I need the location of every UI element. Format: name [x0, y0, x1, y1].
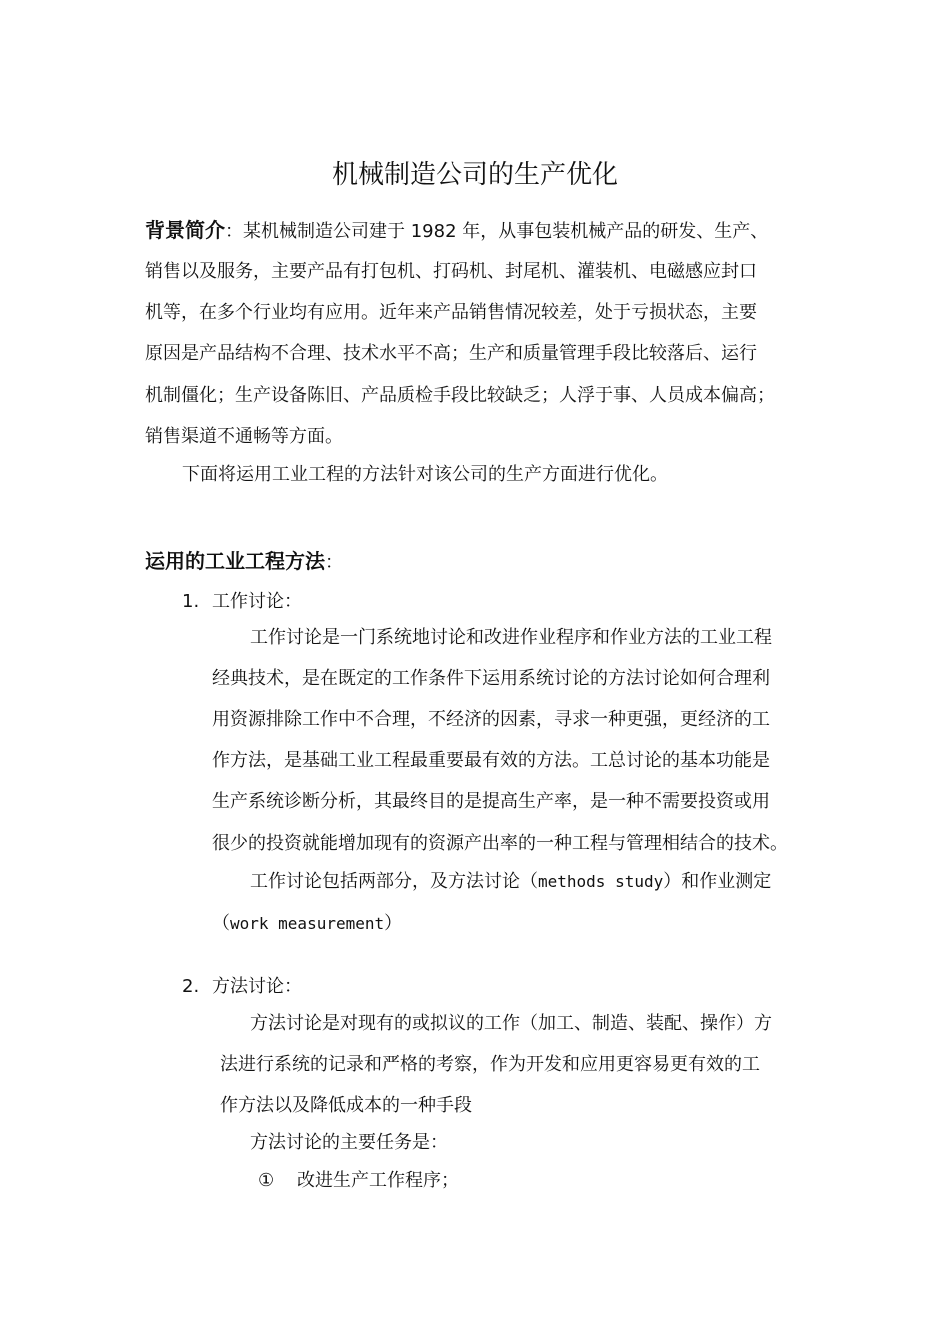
item1-para2-close: ）	[384, 913, 403, 934]
background-line: 原因是产品结构不合理、技术水平不高；生产和质量管理手段比较落后、运行	[145, 343, 757, 364]
methods-colon: ：	[325, 552, 343, 573]
background-colon: ：	[225, 221, 243, 242]
task1-text: 改进生产工作程序；	[297, 1170, 459, 1191]
intro-paragraph: 下面将运用工业工程的方法针对该公司的生产方面进行优化。	[182, 464, 668, 485]
item1-para-line: 生产系统诊断分析，其最终目的是提高生产率，是一种不需要投资或用	[212, 791, 770, 812]
methods-study-term: methods study	[538, 872, 664, 891]
background-heading: 背景简介	[145, 218, 225, 242]
item1-para-line: 作方法，是基础工业工程最重要最有效的方法。工总讨论的基本功能是	[212, 750, 770, 771]
item2-para-line: 作方法以及降低成本的一种手段	[220, 1095, 472, 1116]
background-line: 销售以及服务，主要产品有打包机、打码机、封尾机、灌装机、电磁感应封口	[145, 261, 757, 282]
methods-heading-line	[145, 549, 343, 575]
background-first-line	[145, 218, 768, 244]
item2-number: 2.	[182, 976, 200, 997]
tasks-intro: 方法讨论的主要任务是：	[250, 1132, 448, 1153]
item2-para-line: 方法讨论是对现有的或拟议的工作（加工、制造、装配、操作）方	[250, 1013, 772, 1034]
item1-para-line: 很少的投资就能增加现有的资源产出率的一种工程与管理相结合的技术。	[212, 833, 788, 854]
work-measurement-term: work measurement	[230, 914, 385, 933]
item1-label: 工作讨论：	[212, 591, 302, 612]
item1-para-line: 用资源排除工作中不合理，不经济的因素，寻求一种更强，更经济的工	[212, 709, 770, 730]
item1-para-line: 经典技术，是在既定的工作条件下运用系统讨论的方法讨论如何合理利	[212, 668, 770, 689]
item1-para2-start: 工作讨论包括两部分，及方法讨论（	[250, 871, 538, 892]
item2-para-line: 法进行系统的记录和严格的考察，作为开发和应用更容易更有效的工	[220, 1054, 760, 1075]
background-line: 某机械制造公司建于 1982 年，从事包装机械产品的研发、生产、	[243, 221, 769, 242]
methods-heading: 运用的工业工程方法	[145, 549, 325, 573]
item1-para-line: 工作讨论是一门系统地讨论和改进作业程序和作业方法的工业工程	[250, 627, 772, 648]
item1-para2-line	[212, 912, 402, 936]
document-title: 机械制造公司的生产优化	[331, 160, 618, 190]
item1-number: 1.	[182, 591, 200, 612]
item1-para2-open: （	[212, 913, 230, 934]
background-line: 机等，在多个行业均有应用。近年来产品销售情况较差，处于亏损状态，主要	[145, 302, 757, 323]
item1-para2-line	[250, 870, 771, 894]
background-line: 销售渠道不通畅等方面。	[145, 426, 343, 447]
item1-para2-mid: ）和作业测定	[663, 871, 772, 892]
background-line: 机制僵化；生产设备陈旧、产品质检手段比较缺乏；人浮于事、人员成本偏高；	[145, 385, 775, 406]
task1-marker: ①	[258, 1170, 275, 1191]
item2-label: 方法讨论：	[212, 976, 302, 997]
